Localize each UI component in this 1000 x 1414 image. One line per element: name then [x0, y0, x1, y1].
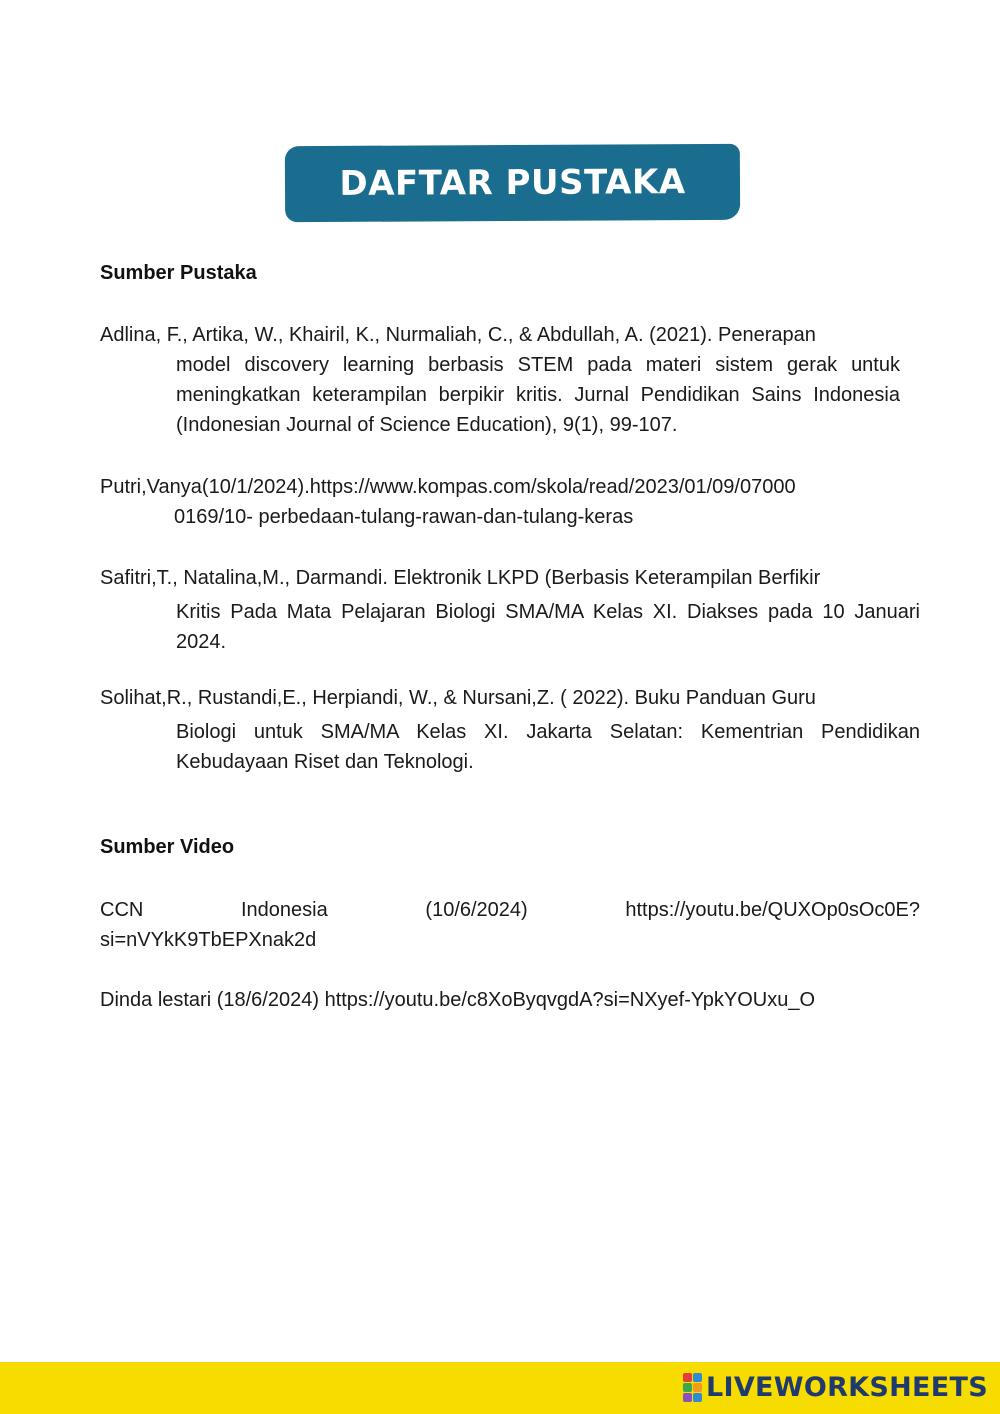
reference-continuation: Kritis Pada Mata Pelajaran Biologi SMA/MA Kelas XI. Diakses pada 10 Januari 2024.	[176, 601, 920, 653]
reference-item	[100, 683, 920, 777]
video-link[interactable]: https://youtu.be/QUXOp0sOc0E?	[625, 899, 920, 921]
video-reference[interactable]: Dinda lestari (18/6/2024) https://youtu.be/c8XoByqvgdA?si=NXyef-YpkYOUxu_O	[100, 989, 816, 1011]
footer-bar	[0, 1362, 1000, 1414]
reference-item	[100, 320, 900, 440]
section-heading-pustaka: Sumber Pustaka	[100, 262, 257, 284]
reference-first-line: Solihat,R., Rustandi,E., Herpiandi, W., & Nursani,Z. ( 2022). Buku Panduan Guru	[100, 687, 816, 709]
title-banner	[285, 144, 740, 222]
reference-continuation: 0169/10- perbedaan-tulang-rawan-dan-tulang-keras	[174, 506, 634, 528]
section-heading-video: Sumber Video	[100, 836, 235, 858]
page-title: DAFTAR PUSTAKA	[339, 162, 686, 204]
reference-continuation: model discovery learning berbasis STEM pada materi sistem gerak untuk meningkatkan keterampilan berpikir kritis. Jurnal Pendidikan Sains Indonesia (Indonesian Journal of Science Education), 9(1), 99-107.	[176, 354, 900, 436]
brand-logo[interactable]	[683, 1372, 988, 1403]
video-link-continuation[interactable]: si=nVYkK9TbEPXnak2d	[100, 929, 317, 951]
reference-item	[100, 563, 920, 657]
video-reference	[100, 895, 920, 955]
video-source-name-2: Indonesia	[241, 899, 328, 921]
reference-first-line: Adlina, F., Artika, W., Khairil, K., Nurmaliah, C., & Abdullah, A. (2021). Penerapan	[100, 324, 816, 346]
reference-continuation: Biologi untuk SMA/MA Kelas XI. Jakarta Selatan: Kementrian Pendidikan Kebudayaan Riset dan Teknologi.	[176, 721, 920, 773]
reference-first-line: Putri,Vanya(10/1/2024).https://www.kompas.com/skola/read/2023/01/09/07000	[100, 476, 796, 498]
reference-item	[100, 472, 920, 532]
liveworksheets-logo-icon	[683, 1373, 702, 1402]
reference-first-line: Safitri,T., Natalina,M., Darmandi. Elektronik LKPD (Berbasis Keterampilan Berfikir	[100, 567, 821, 589]
video-source-name: CCN	[100, 899, 144, 921]
brand-name: LIVEWORKSHEETS	[705, 1372, 988, 1403]
video-date: (10/6/2024)	[425, 899, 528, 921]
